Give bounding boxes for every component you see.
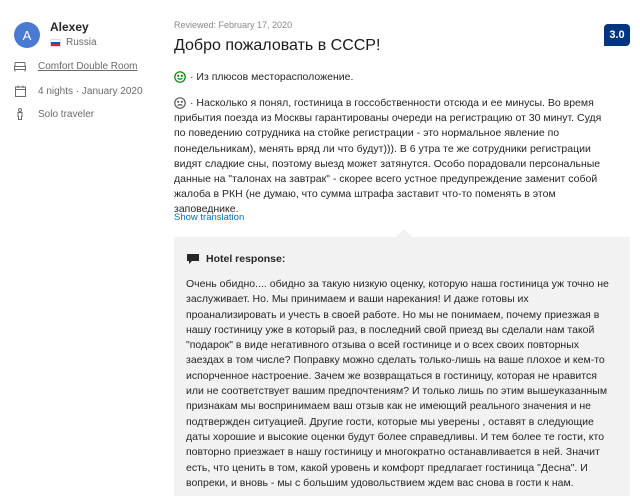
traveler-text: Solo traveler [38,108,95,120]
hotel-response-heading [186,253,285,265]
negative-text: · Насколько я понял, гостиница в госсобственности отсюда и ее минусы. Во время прибытия поезда из Москвы гарантированы очереди на регистрацию от 30 минут. Судя по поведению сотрудника на стойке регистрации - это нормальное явление по понедельникам), менять вряд ли что будут))). В 6 утра те же сотрудники регистрации видят сладкие сны, поэтому выезд может затянутся. Особо порадовали персональные данные на "талонах на завтрак" - скорее всего устное предупреждение заменит собой жалоба в РКН (не думаю, что сумма штрафа заставит что-то поменять в этом заповеднике. [174,97,602,216]
review-title: Добро пожаловать в СССР! [174,37,381,54]
reviewer-country-label: Russia [66,37,97,48]
traveler-row [14,108,94,120]
positive-comment [174,71,353,83]
review-date: Reviewed: February 17, 2020 [174,20,293,30]
reviewer-name: Alexey [50,20,89,34]
reviewer-info [50,20,97,48]
smile-face-icon [174,71,186,83]
room-type-row [14,60,137,72]
score-badge: 3.0 [604,24,630,46]
person-icon [14,108,26,120]
hotel-response-text: Очень обидно.... обидно за такую низкую оценку, которую наша гостиница уж точно не заслуживает. Но. Мы принимаем и ваши нарекания! И даже готовы их проанализировать и учесть в своей работе. Но мы не понимаем, почему приезжая в нашу гостиницу уже в который раз, в последний свой приезд вы сделали нам такой "подарок" в виде негативного отзыва о всей гостинице и о всех своих повторных заездах в том числе? Поправку можно сделать только-лишь на ваше плохое и кем-то испорченное настроение. Зачем же возвращаться в гостиницу, которая не нравится или не соответствует вашим предпочтениям? И только лишь по этим вышеуказанным признакам мы воспринимаем ваш отзыв как не имеющий реального значения и не подтвержден ситуацией. Другие гости, которые мы уверены , оставят в следующие даты хорошие и высокие оценки будут более справедливы. И тем более те гости, кто повторно приезжает в нашу гостиницу и многократно останавливается в ней. Значит есть, что ценить в том, какой уровень и комфорт предлагает гостиница "Десна". И вопреки, и вновь - мы с большим удовольствием ждем вас снова в гости к нам. [186,278,609,489]
speech-bubble-icon [186,253,200,265]
positive-text: · Из плюсов месторасположение. [190,71,354,83]
russia-flag-icon [50,39,61,47]
stay-text: 4 nights · January 2020 [38,85,143,97]
reviewer-country [50,37,97,48]
avatar: A [14,22,40,48]
reviewer-block [14,20,97,48]
negative-comment [174,96,614,218]
hotel-response-title: Hotel response: [206,253,286,265]
bed-icon [14,60,26,72]
room-type-link[interactable]: Comfort Double Room [38,60,138,72]
show-translation-link[interactable]: Show translation [174,212,245,223]
calendar-icon [14,85,26,97]
stay-row [14,85,143,97]
hotel-response-panel [174,237,630,496]
frown-face-icon [174,97,186,109]
